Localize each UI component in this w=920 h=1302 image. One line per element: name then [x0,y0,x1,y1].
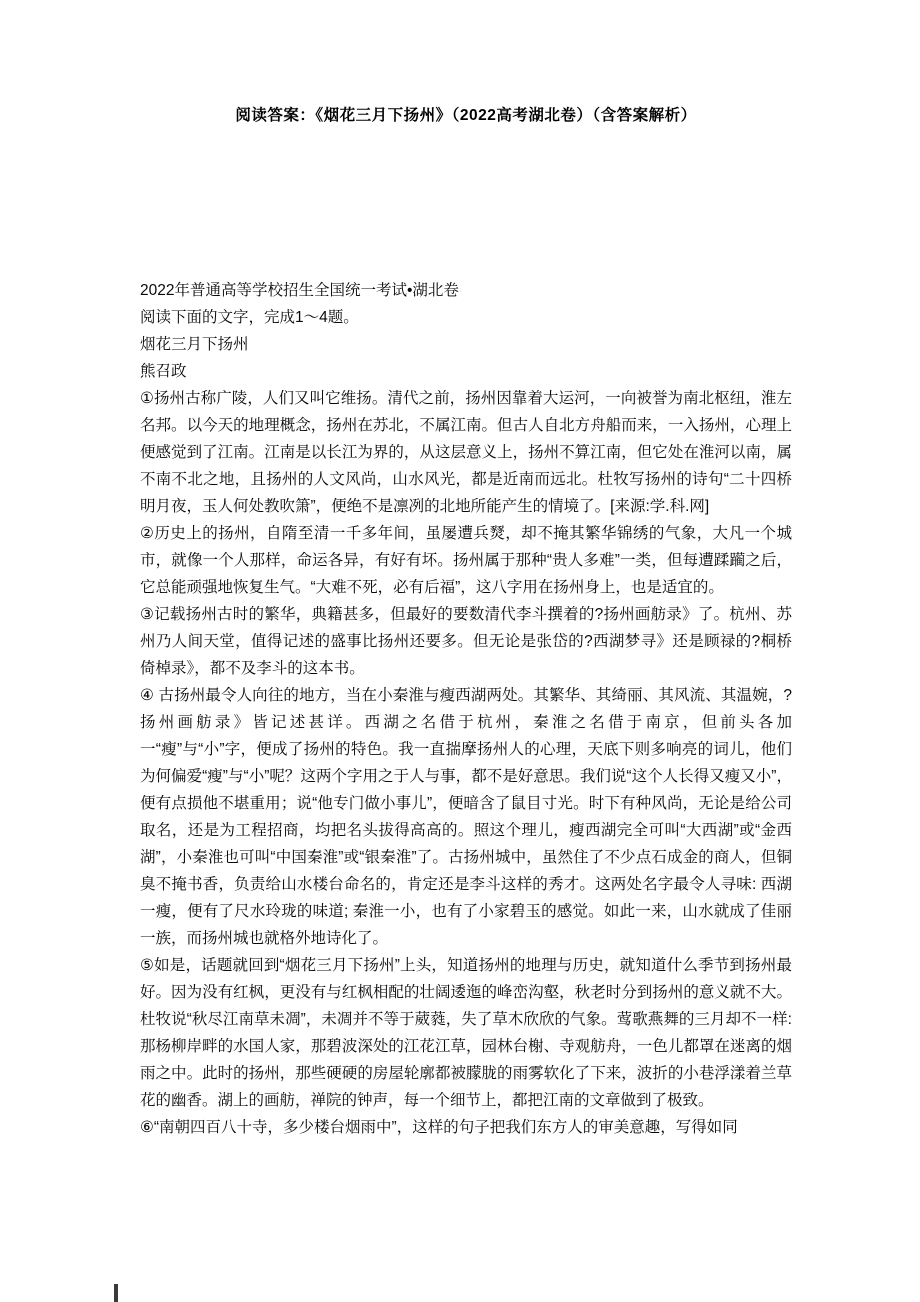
page-title: 阅读答案：《烟花三月下扬州》（2022高考湖北卷）（含答案解析） [235,107,697,124]
paragraph-3: ③记载扬州古时的繁华，典籍甚多，但最好的要数清代李斗撰着的?扬州画舫录》了。杭州、苏州乃人间天堂，值得记述的盛事比扬州还要多。但无论是张岱的?西湖梦寻》还是顾禄的?桐桥倚棹录》，都不及李斗的这本书。 [140,606,792,677]
paragraph-4: ④ 古扬州最令人向往的地方，当在小秦淮与瘦西湖两处。其繁华、其绮丽、其风流、其温婉，?扬州画舫录》皆记述甚详。西湖之名借于杭州，秦淮之名借于南京，但前头各加一“瘦”与“小”字，便成了扬州的特色。我一直揣摩扬州人的心理，天底下则多响亮的词儿，他们为何偏爱“瘦”与“小”呢？这两个字用之于人与事，都不是好意思。我们说“这个人长得又瘦又小”，便有点损他不堪重用；说“他专门做小事儿”，便暗含了鼠目寸光。时下有种风尚，无论是给公司取名，还是为工程招商，均把名头拔得高高的。照这个理儿，瘦西湖完全可叫“大西湖”或“金西湖”，小秦淮也可叫“中国秦淮”或“银秦淮”了。古扬州城中，虽然住了不少点石成金的商人，但铜臭不掩书香，负责给山水楼台命名的，肯定还是李斗这样的秀才。这两处名字最令人寻味: 西湖一瘦，便有了尺水玲珑的味道; 秦淮一小，也有了小家碧玉的感觉。如此一来，山水就成了佳丽一族，而扬州城也就格外地诗化了。 [140,687,792,947]
instruction-line: 阅读下面的文字，完成1～4题。 [140,309,359,326]
paragraph-5: ⑤如是，话题就回到“烟花三月下扬州”上头，知道扬州的地理与历史，就知道什么季节到扬州最好。因为没有红枫，更没有与红枫相配的壮阔逶迤的峰峦沟壑，秋老时分到扬州的意义就不大。杜牧说“秋尽江南草未凋”，未凋并不等于葳蕤，失了草木欣欣的气象。莺歌燕舞的三月却不一样: 那杨柳岸畔的水国人家，那碧波深处的江花江草，园林台榭、寺观舫舟，一色儿都罩在迷离的烟雨之中。此时的扬州，那些硬硬的房屋轮廓都被朦胧的雨雾软化了下来，波折的小巷浮漾着兰草花的幽香。湖上的画舫，禅院的钟声，每一个细节上，都把江南的文章做到了极致。 [140,957,792,1109]
exam-header-line: 2022年普通高等学校招生全国统一考试•湖北卷 [140,282,459,299]
document-body [140,277,792,1141]
article-title: 烟花三月下扬州 [140,336,249,353]
page-edge-mark [114,1284,118,1302]
paragraph-2: ②历史上的扬州，自隋至清一千多年间，虽屡遭兵燹，却不掩其繁华锦绣的气象，大凡一个城市，就像一个人那样，命运各异，有好有坏。扬州属于那种“贵人多难”一类，但每遭蹂躏之后，它总能顽强地恢复生气。“大难不死，必有后福”，这八字用在扬州身上，也是适宜的。 [140,525,792,596]
paragraph-6: ⑥“南朝四百八十寺，多少楼台烟雨中”，这样的句子把我们东方人的审美意趣，写得如同 [140,1119,738,1136]
paragraph-1: ①扬州古称广陵，人们又叫它维扬。清代之前，扬州因靠着大运河，一向被誉为南北枢纽，淮左名邦。以今天的地理概念，扬州在苏北，不属江南。但古人自北方舟船而来，一入扬州，心理上便感觉到了江南。江南是以长江为界的，从这层意义上，扬州不算江南，但它处在淮河以南，属不南不北之地，且扬州的人文风尚，山水风光，都是近南而远北。杜牧写扬州的诗句“二十四桥明月夜，玉人何处教吹箫”，便绝不是凛冽的北地所能产生的情境了。[来源:学.科.网] [140,390,792,515]
author-name: 熊召政 [140,363,187,380]
